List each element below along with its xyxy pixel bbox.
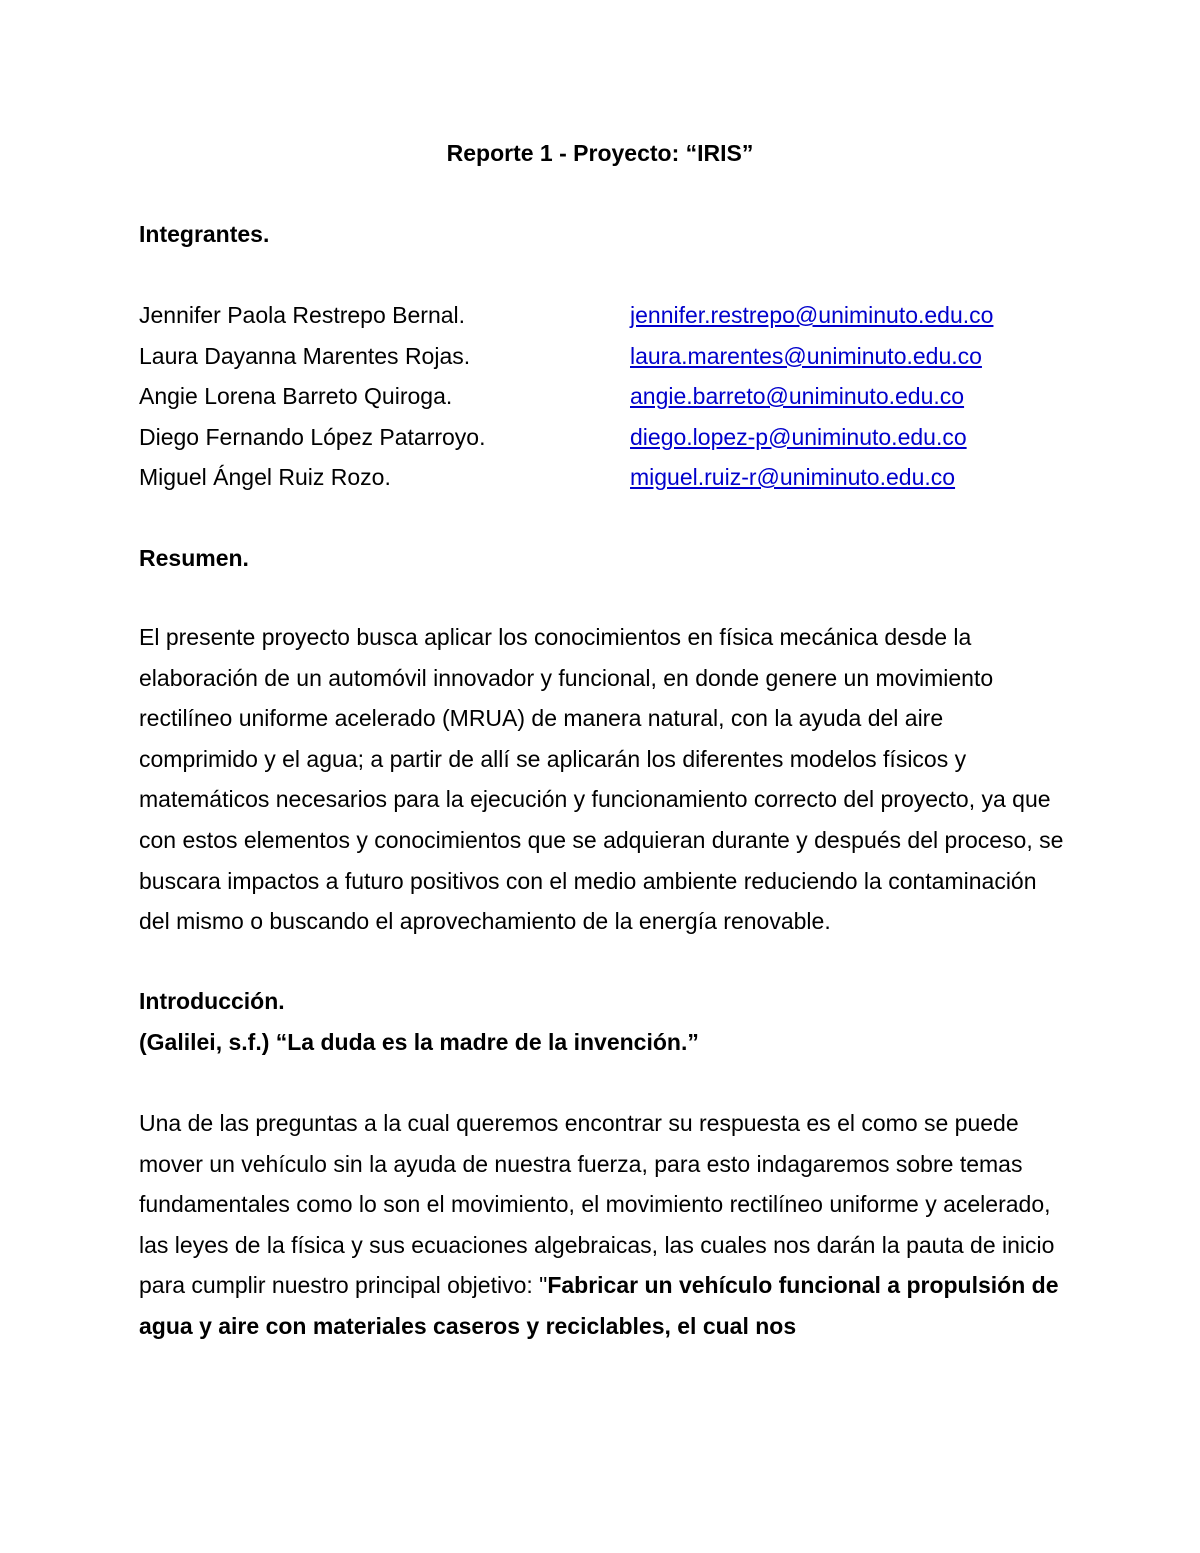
member-email-link[interactable]: jennifer.restrepo@uniminuto.edu.co [630,302,994,328]
member-name: Jennifer Paola Restrepo Bernal. [139,302,466,328]
member-row [139,382,1069,423]
members-list [139,301,1069,504]
introduccion-paragraph [139,1103,1064,1347]
member-email-link[interactable]: diego.lopez-p@uniminuto.edu.co [630,423,967,450]
introduccion-quote: (Galilei, s.f.) “La duda es la madre de la invención.” [139,1029,699,1055]
member-email-link[interactable]: angie.barreto@uniminuto.edu.co [630,383,965,409]
member-name: Diego Fernando López Patarroyo. [139,423,486,450]
document-title: Reporte 1 - Proyecto: “IRIS” [446,140,754,166]
introduccion-heading: Introducción. [139,988,285,1014]
member-row [139,463,1069,504]
member-name: Laura Dayanna Marentes Rojas. [139,342,471,369]
resumen-heading: Resumen. [139,545,249,571]
member-name: Angie Lorena Barreto Quiroga. [139,383,453,409]
member-email-link[interactable]: miguel.ruiz-r@uniminuto.edu.co [630,464,956,490]
introduccion-text: Una de las preguntas a la cual queremos encontrar su respuesta es el como se puede mover un vehículo sin la ayuda de nuestra fuerza, para esto indagaremos sobre temas fundamentales como lo son el movimiento, el movimiento rectilíneo uniforme y acelerado, las leyes de la física y sus ecuaciones algebraicas, las cuales nos darán la pauta de inicio para cumplir nuestro principal objetivo: " [139,1110,1055,1299]
member-row [139,301,1069,342]
member-email-link[interactable]: laura.marentes@uniminuto.edu.co [630,342,982,369]
integrantes-heading: Integrantes. [139,221,270,247]
member-name: Miguel Ángel Ruiz Rozo. [139,464,391,490]
introduccion-objective-text: Fabricar un vehículo funcional a propulsión de agua y aire con materiales caseros y reciclables, el cual nos [139,1272,1059,1339]
resumen-paragraph: El presente proyecto busca aplicar los conocimientos en física mecánica desde la elaboración de un automóvil innovador y funcional, en donde genere un movimiento rectilíneo uniforme acelerado (MRUA) de manera natural, con la ayuda del aire comprimido y el agua; a partir de allí se aplicarán los diferentes modelos físicos y matemáticos necesarios para la ejecución y funcionamiento correcto del proyecto, ya que con estos elementos y conocimientos que se adquieran durante y después del proceso, se buscara impactos a futuro positivos con el medio ambiente reduciendo la contaminación del mismo o buscando el aprovechamiento de la energía renovable. [139,624,1064,935]
member-row [139,342,1069,383]
member-row [139,423,1069,464]
